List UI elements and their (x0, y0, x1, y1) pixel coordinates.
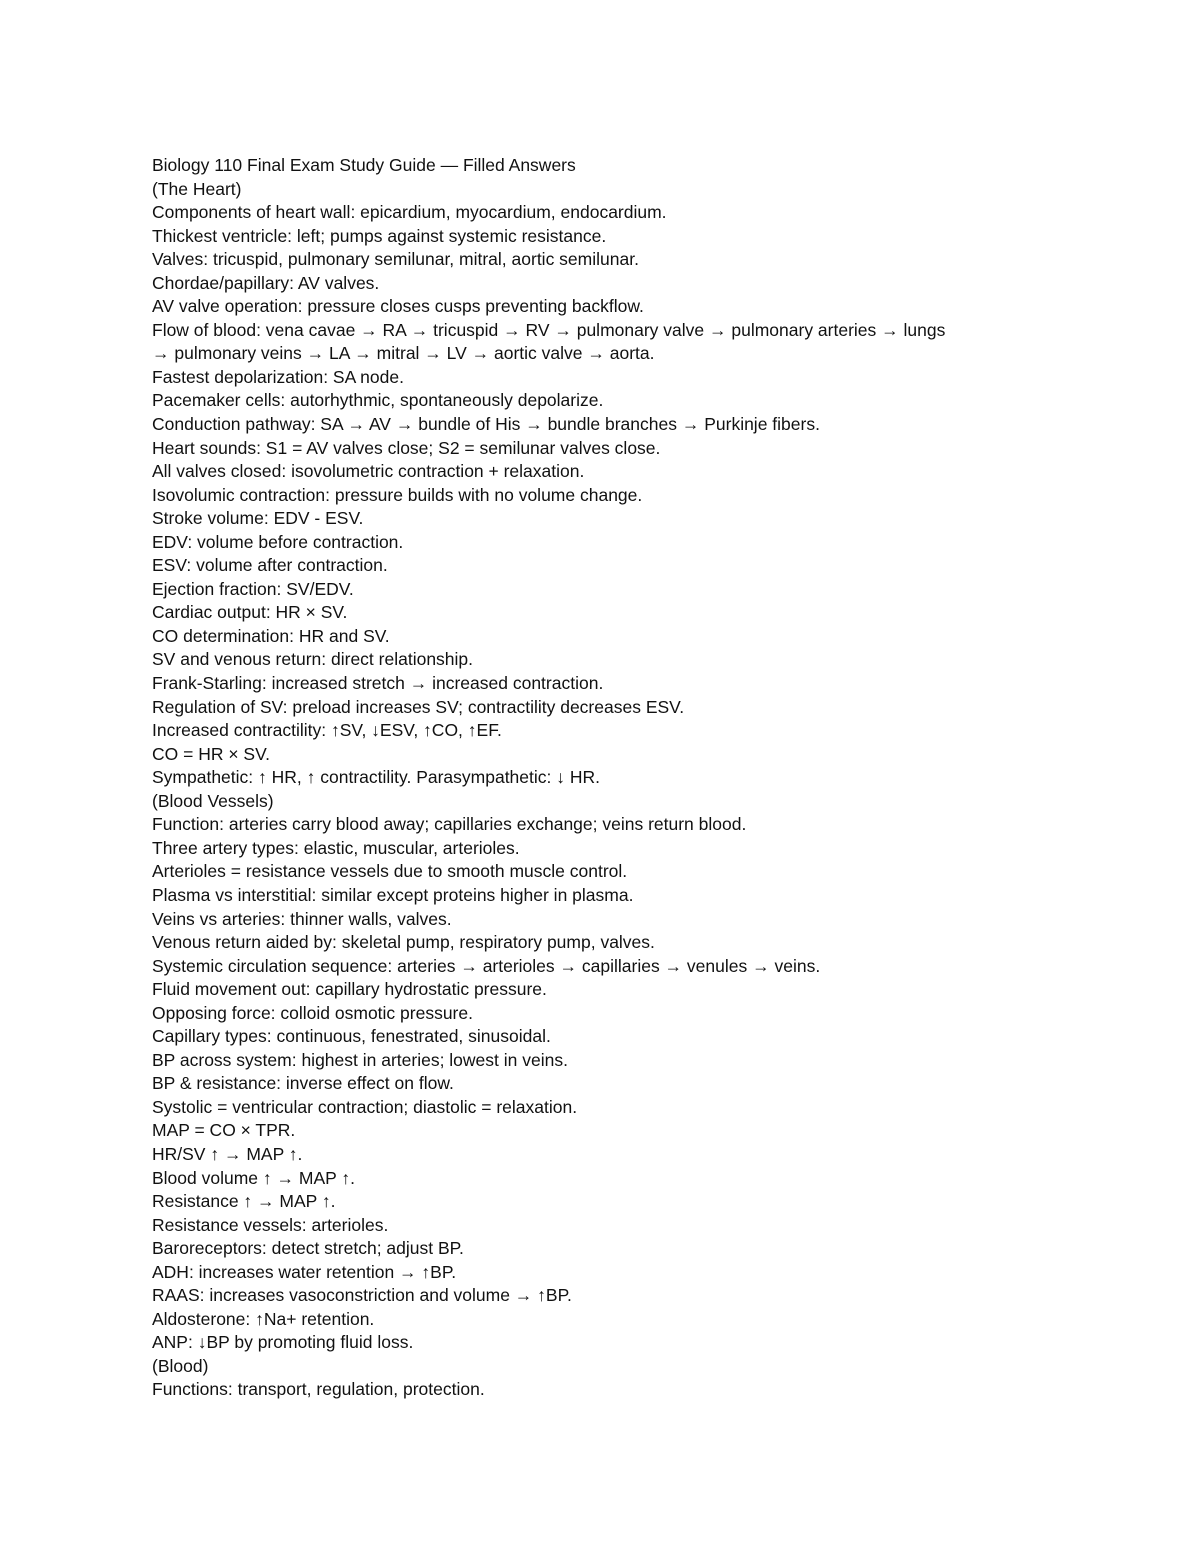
text-line: Chordae/papillary: AV valves. (152, 272, 380, 293)
text-line: Flow of blood: vena cavae → RA → tricuspid → RV → pulmonary valve → pulmonary arteries → lungs (152, 319, 946, 340)
text-line: Systolic = ventricular contraction; diastolic = relaxation. (152, 1096, 578, 1117)
text-line: → pulmonary veins → LA → mitral → LV → aortic valve → aorta. (152, 343, 655, 364)
text-line: Aldosterone: ↑Na+ retention. (152, 1308, 375, 1329)
text-line: Venous return aided by: skeletal pump, respiratory pump, valves. (152, 932, 655, 953)
text-line: Blood volume ↑ → MAP ↑. (152, 1167, 355, 1188)
text-line: Systemic circulation sequence: arteries → arterioles → capillaries → venules → veins. (152, 955, 821, 976)
text-line: Isovolumic contraction: pressure builds with no volume change. (152, 484, 643, 505)
text-line: Frank-Starling: increased stretch → increased contraction. (152, 673, 604, 694)
text-line: Valves: tricuspid, pulmonary semilunar, mitral, aortic semilunar. (152, 249, 639, 270)
text-line: Pacemaker cells: autorhythmic, spontaneously depolarize. (152, 390, 604, 411)
text-line: Ejection fraction: SV/EDV. (152, 578, 354, 599)
text-line: Heart sounds: S1 = AV valves close; S2 = semilunar valves close. (152, 437, 661, 458)
text-line: CO = HR × SV. (152, 743, 271, 764)
text-line: AV valve operation: pressure closes cusps preventing backflow. (152, 296, 644, 317)
text-line: Conduction pathway: SA → AV → bundle of His → bundle branches → Purkinje fibers. (152, 414, 820, 435)
text-line: Resistance ↑ → MAP ↑. (152, 1191, 336, 1212)
text-line: CO determination: HR and SV. (152, 625, 390, 646)
text-line: EDV: volume before contraction. (152, 531, 404, 552)
text-line: BP across system: highest in arteries; lowest in veins. (152, 1049, 568, 1070)
text-line: Three artery types: elastic, muscular, arterioles. (152, 837, 520, 858)
document-title: Biology 110 Final Exam Study Guide — Filled Answers (152, 155, 576, 175)
text-line: Arterioles = resistance vessels due to smooth muscle control. (152, 861, 628, 882)
text-line: Fluid movement out: capillary hydrostatic pressure. (152, 979, 547, 1000)
text-line: Veins vs arteries: thinner walls, valves. (152, 908, 452, 929)
text-line: Capillary types: continuous, fenestrated, sinusoidal. (152, 1026, 551, 1047)
text-line: Thickest ventricle: left; pumps against systemic resistance. (152, 225, 607, 246)
text-line: Sympathetic: ↑ HR, ↑ contractility. Parasympathetic: ↓ HR. (152, 767, 601, 788)
text-line: Plasma vs interstitial: similar except proteins higher in plasma. (152, 884, 634, 905)
text-line: All valves closed: isovolumetric contraction + relaxation. (152, 461, 585, 482)
text-line: BP & resistance: inverse effect on flow. (152, 1073, 454, 1094)
text-line: ANP: ↓BP by promoting fluid loss. (152, 1332, 414, 1353)
text-line: MAP = CO × TPR. (152, 1120, 296, 1141)
text-line: Fastest depolarization: SA node. (152, 366, 404, 387)
section-heading-heart: (The Heart) (152, 178, 242, 199)
text-line: Components of heart wall: epicardium, myocardium, endocardium. (152, 202, 667, 223)
text-line: SV and venous return: direct relationship. (152, 649, 474, 670)
text-line: Increased contractility: ↑SV, ↓ESV, ↑CO, ↑EF. (152, 720, 502, 741)
text-line: Cardiac output: HR × SV. (152, 602, 348, 623)
text-line: Stroke volume: EDV - ESV. (152, 508, 364, 529)
text-line: Opposing force: colloid osmotic pressure. (152, 1002, 473, 1023)
text-line: ESV: volume after contraction. (152, 555, 388, 576)
text-line: Functions: transport, regulation, protection. (152, 1379, 485, 1400)
text-line: Baroreceptors: detect stretch; adjust BP. (152, 1238, 464, 1259)
text-line: HR/SV ↑ → MAP ↑. (152, 1143, 303, 1164)
text-line: RAAS: increases vasoconstriction and volume → ↑BP. (152, 1285, 572, 1306)
text-line: Function: arteries carry blood away; capillaries exchange; veins return blood. (152, 814, 747, 835)
study-guide-text (152, 154, 1112, 1402)
section-heading-blood: (Blood) (152, 1355, 209, 1376)
text-line: ADH: increases water retention → ↑BP. (152, 1261, 457, 1282)
text-line: Resistance vessels: arterioles. (152, 1214, 389, 1235)
text-line: Regulation of SV: preload increases SV; contractility decreases ESV. (152, 696, 685, 717)
section-heading-blood-vessels: (Blood Vessels) (152, 790, 274, 811)
